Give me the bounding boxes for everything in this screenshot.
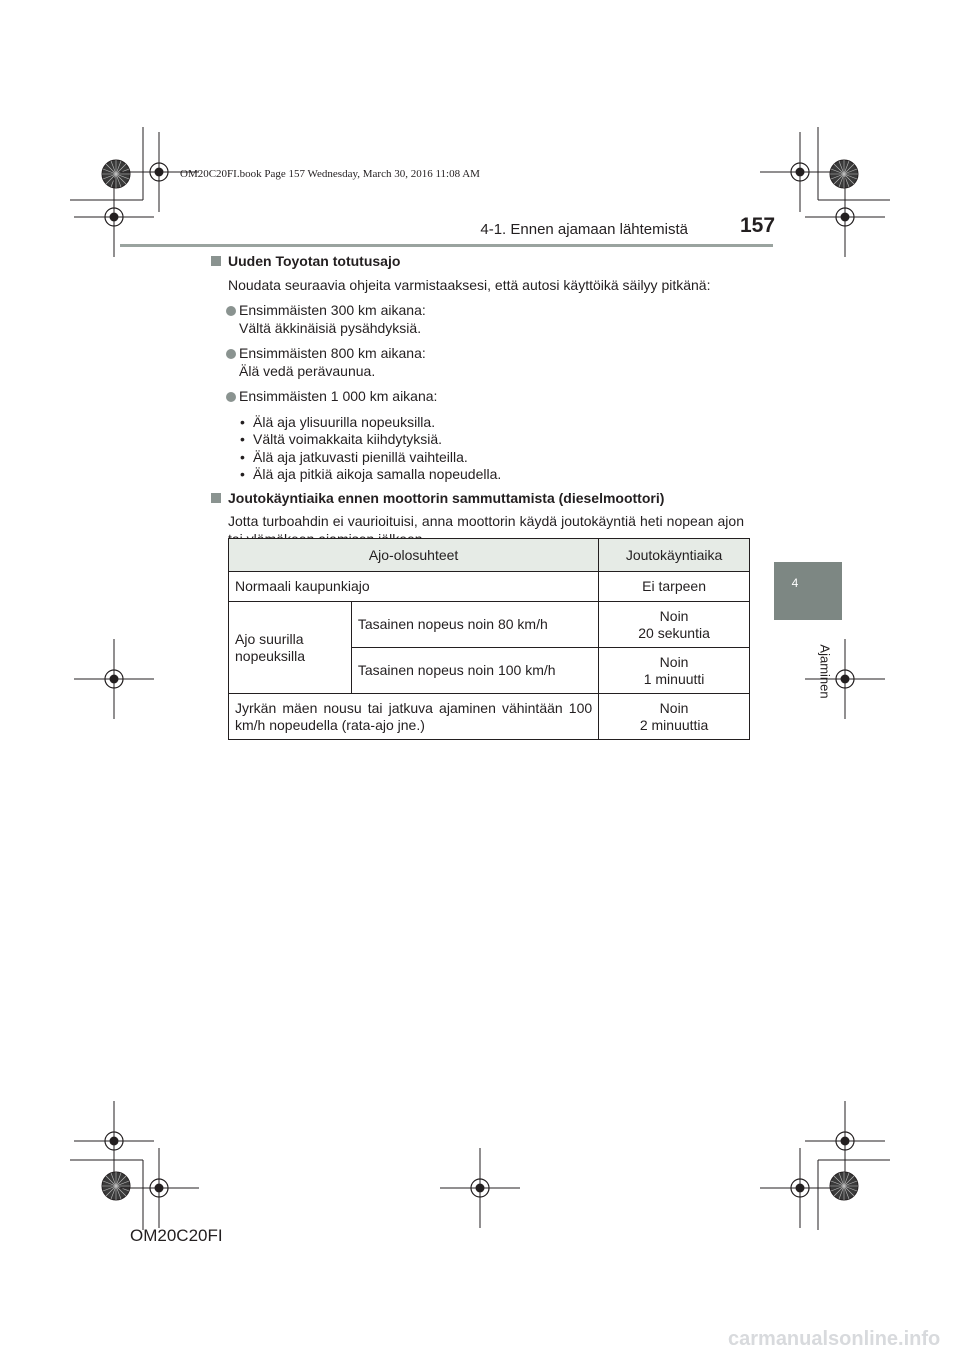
page-number: 157 <box>740 214 776 237</box>
list-item: Ensimmäisten 1 000 km aikana: <box>211 388 744 406</box>
section-title-break-in: Uuden Toyotan totutusajo <box>211 253 744 271</box>
break-in-intro: Noudata seuraavia ohjeita varmistaaksesi, että autosi käyttöikä säilyy pitkänä: <box>228 276 711 293</box>
list-item: Ensimmäisten 300 km aikana: Vältä äkkinäisiä pysähdyksiä. <box>211 302 744 337</box>
table-cell: Noin 2 minuuttia <box>599 694 750 740</box>
list-item: Ensimmäisten 800 km aikana: Älä vedä perävaunua. <box>211 345 744 380</box>
table-row <box>229 572 750 602</box>
sub-list-item: • Älä aja pitkiä aikoja samalla nopeudella. <box>239 466 744 484</box>
print-info: OM20C20FI.book Page 157 Wednesday, March 30, 2016 11:08 AM <box>180 168 480 180</box>
table-cell-group-label: Ajo suurilla nopeuksilla <box>229 602 352 694</box>
idling-time-table <box>228 538 750 740</box>
chapter-tab <box>774 562 842 620</box>
table-cell: Normaali kaupunkiajo <box>229 572 599 602</box>
square-bullet-icon <box>211 493 221 503</box>
table-cell: Noin 1 minuutti <box>599 648 750 694</box>
sub-list <box>211 414 744 484</box>
table-cell: Jyrkän mäen nousu tai jatkuva ajaminen vähintään 100 km/h nopeudella (rata-ajo jne.) <box>229 694 599 740</box>
table-cell: Tasainen nopeus noin 80 km/h <box>351 602 598 648</box>
table-cell: Ei tarpeen <box>599 572 750 602</box>
table-header-idle-time: Joutokäyntiaika <box>599 539 750 572</box>
chapter-label: Ajaminen <box>817 644 833 699</box>
circle-bullet-icon <box>226 392 236 402</box>
idling-text: Jotta turboahdin ei vaurioituisi, anna moottorin käydä joutokäyntiä heti nopean ajon <box>228 513 744 529</box>
circle-bullet-icon <box>226 306 236 316</box>
sub-list-item: • Älä aja jatkuvasti pienillä vaihteilla. <box>239 449 744 467</box>
table-header-row <box>229 539 750 572</box>
circle-bullet-icon <box>226 349 236 359</box>
watermark: carmanualsonline.info <box>728 1328 941 1350</box>
table-cell: Tasainen nopeus noin 100 km/h <box>351 648 598 694</box>
table-header-conditions: Ajo-olosuhteet <box>229 539 599 572</box>
table-row <box>229 602 750 648</box>
sub-list-item: • Vältä voimakkaita kiihdytyksiä. <box>239 431 744 449</box>
square-bullet-icon <box>211 256 221 266</box>
sub-list-item: • Älä aja ylisuurilla nopeuksilla. <box>239 414 744 432</box>
table-row <box>229 694 750 740</box>
header-rule <box>120 244 773 247</box>
chapter-number: 4 <box>791 576 799 590</box>
section-title-idling: Joutokäyntiaika ennen moottorin sammuttamista (dieselmoottori) <box>211 490 744 508</box>
table-cell: Noin 20 sekuntia <box>599 602 750 648</box>
section-heading: 4-1. Ennen ajamaan lähtemistä <box>480 221 688 238</box>
manual-code: OM20C20FI <box>130 1226 223 1245</box>
main-content <box>211 253 744 548</box>
